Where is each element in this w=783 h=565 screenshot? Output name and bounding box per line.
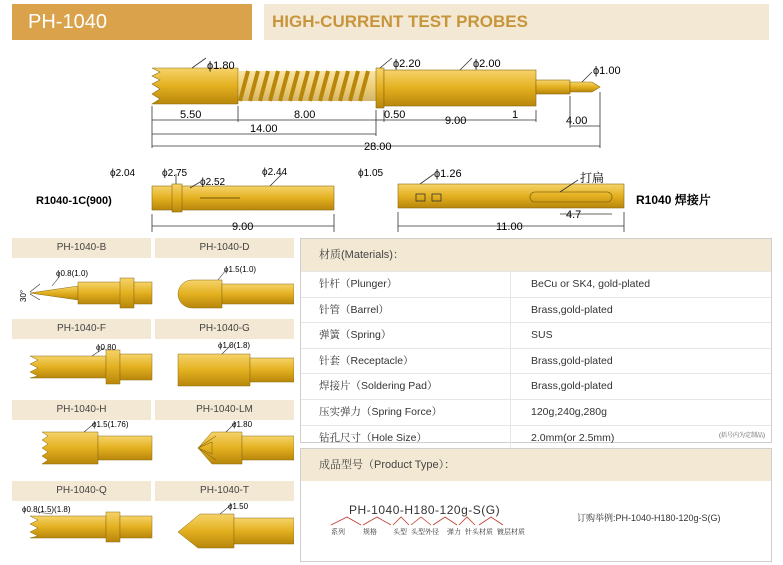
product-code-diagram — [301, 481, 771, 561]
part-cell: 针套（Receptacle） — [301, 349, 511, 374]
materials-table — [300, 238, 772, 443]
tip-b-angle: 30° — [19, 289, 28, 302]
dim-9-00: 9.00 — [445, 115, 467, 127]
tip-drawings — [12, 238, 294, 562]
solder-pad-dia-2: ϕ1.26 — [434, 168, 462, 180]
tip-name: PH-1040-T — [155, 481, 294, 501]
receptacle-label: R1040-1C(900) — [36, 195, 112, 207]
tip-d-dia: ϕ1.5(1.0) — [224, 265, 257, 274]
dim-4-00: 4.00 — [566, 115, 588, 127]
tip-name: PH-1040-B — [12, 238, 151, 258]
tip-lm-dia: ϕ1.80 — [232, 420, 253, 429]
tip-g-drawing — [178, 344, 294, 386]
value-cell: 120g,240g,280g — [531, 405, 607, 418]
receptacle-dia-2: ϕ2.75 — [162, 168, 188, 179]
tip-f-dia: ϕ0.80 — [96, 343, 117, 352]
tip-h-dia: ϕ1.5(1.76) — [92, 420, 129, 429]
value-cell: Brass,gold-plated — [531, 380, 613, 393]
tip-name: PH-1040-G — [155, 319, 294, 339]
page-title: HIGH-CURRENT TEST PROBES — [264, 4, 769, 40]
tip-t-dia: ϕ1.50 — [228, 502, 249, 511]
materials-heading: 材质(Materials)： — [301, 239, 771, 271]
part-cell: 针管（Barrel） — [301, 298, 511, 323]
part-cell: 钻孔尺寸（Hole Size） — [301, 426, 511, 451]
plunger-tail — [152, 68, 238, 104]
dia-tip: ϕ1.00 — [593, 65, 621, 77]
receptacle-length: 9.00 — [232, 221, 254, 233]
table-row — [301, 348, 771, 374]
plunger-tip — [570, 82, 600, 92]
dim-0-50: 0.50 — [384, 109, 406, 121]
barrel-flange — [376, 68, 384, 108]
dim-28-00: 28.00 — [364, 141, 392, 153]
tip-name: PH-1040-Q — [12, 481, 151, 501]
tip-name: PH-1040-F — [12, 319, 151, 339]
dim-8-00: 8.00 — [294, 109, 316, 121]
part-cell: 弹簧（Spring） — [301, 323, 511, 348]
value-cell: Brass,gold-plated — [531, 303, 613, 316]
product-code: PH-1040-H180-120g-S(G) — [349, 503, 501, 517]
code-part-spec: 规格 — [363, 529, 377, 536]
barrel — [384, 70, 536, 106]
part-cell: 针杆（Plunger） — [301, 272, 511, 297]
probe-assembly-diagram — [0, 44, 783, 234]
product-type-panel — [300, 448, 772, 562]
code-part-plating: 镀层材质 — [497, 529, 525, 536]
solder-pad-length: 11.00 — [496, 221, 523, 233]
order-example: 订购举例:PH-1040-H180-120g-S(G) — [577, 513, 721, 523]
receptacle-dia-4: ϕ2.44 — [262, 167, 288, 178]
tip-b-drawing — [30, 276, 152, 308]
table-row — [301, 373, 771, 399]
value-cell: SUS — [531, 329, 553, 342]
code-part-head: 头型 — [393, 529, 407, 536]
part-cell: 压实弹力（Spring Force） — [301, 400, 511, 425]
table-row — [301, 322, 771, 348]
value-cell: BeCu or SK4, gold-plated — [531, 278, 651, 290]
tip-name: PH-1040-D — [155, 238, 294, 258]
tip-name: PH-1040-H — [12, 400, 151, 420]
tip-b-dia: ϕ0.8(1.0) — [56, 269, 89, 278]
plunger-shaft — [536, 80, 570, 94]
custom-note: (括号内为定制品) — [719, 433, 765, 439]
tip-q-drawing — [30, 512, 152, 542]
tip-d-drawing — [178, 270, 294, 308]
dim-5-50: 5.50 — [180, 109, 202, 121]
dia-plunger: ϕ2.00 — [473, 58, 501, 70]
receptacle-dia-3: ϕ2.52 — [200, 177, 226, 188]
tip-styles-grid — [12, 238, 294, 562]
part-cell: 焊接片（Soldering Pad） — [301, 374, 511, 399]
dim-14-00: 14.00 — [250, 123, 278, 135]
code-part-tip-material: 针头材质 — [465, 529, 493, 536]
table-row — [301, 425, 771, 451]
flattened-label: 打扁 — [580, 171, 605, 185]
value-cell: 2.0mm(or 2.5mm) — [531, 431, 615, 444]
dim-1: 1 — [512, 109, 519, 121]
code-part-head-dia: 头型外径 — [411, 529, 439, 536]
table-row — [301, 271, 771, 297]
receptacle-dia-1: ϕ2.04 — [110, 168, 136, 179]
model-badge: PH-1040 — [12, 4, 252, 40]
spring — [238, 71, 376, 101]
code-part-force: 弹力 — [447, 529, 461, 536]
tip-f-drawing — [30, 348, 152, 384]
solder-pad-dim-4-7: 4.7 — [566, 209, 582, 221]
tip-name: PH-1040-LM — [155, 400, 294, 420]
table-row — [301, 297, 771, 323]
dia-barrel: ϕ2.20 — [393, 58, 421, 70]
tip-q-dia: ϕ0.8(1.5)(1.8) — [22, 505, 71, 514]
dia-tail: ϕ1.80 — [207, 60, 235, 72]
solder-pad-dia-1: ϕ1.05 — [358, 168, 384, 179]
value-cell: Brass,gold-plated — [531, 354, 613, 367]
solder-pad-label: R1040 焊接片 — [636, 193, 711, 207]
code-part-series: 系列 — [331, 529, 345, 536]
table-row — [301, 399, 771, 425]
tip-g-dia: ϕ1.0(1.8) — [218, 341, 251, 350]
product-type-heading: 成品型号（Product Type）： — [301, 449, 771, 481]
